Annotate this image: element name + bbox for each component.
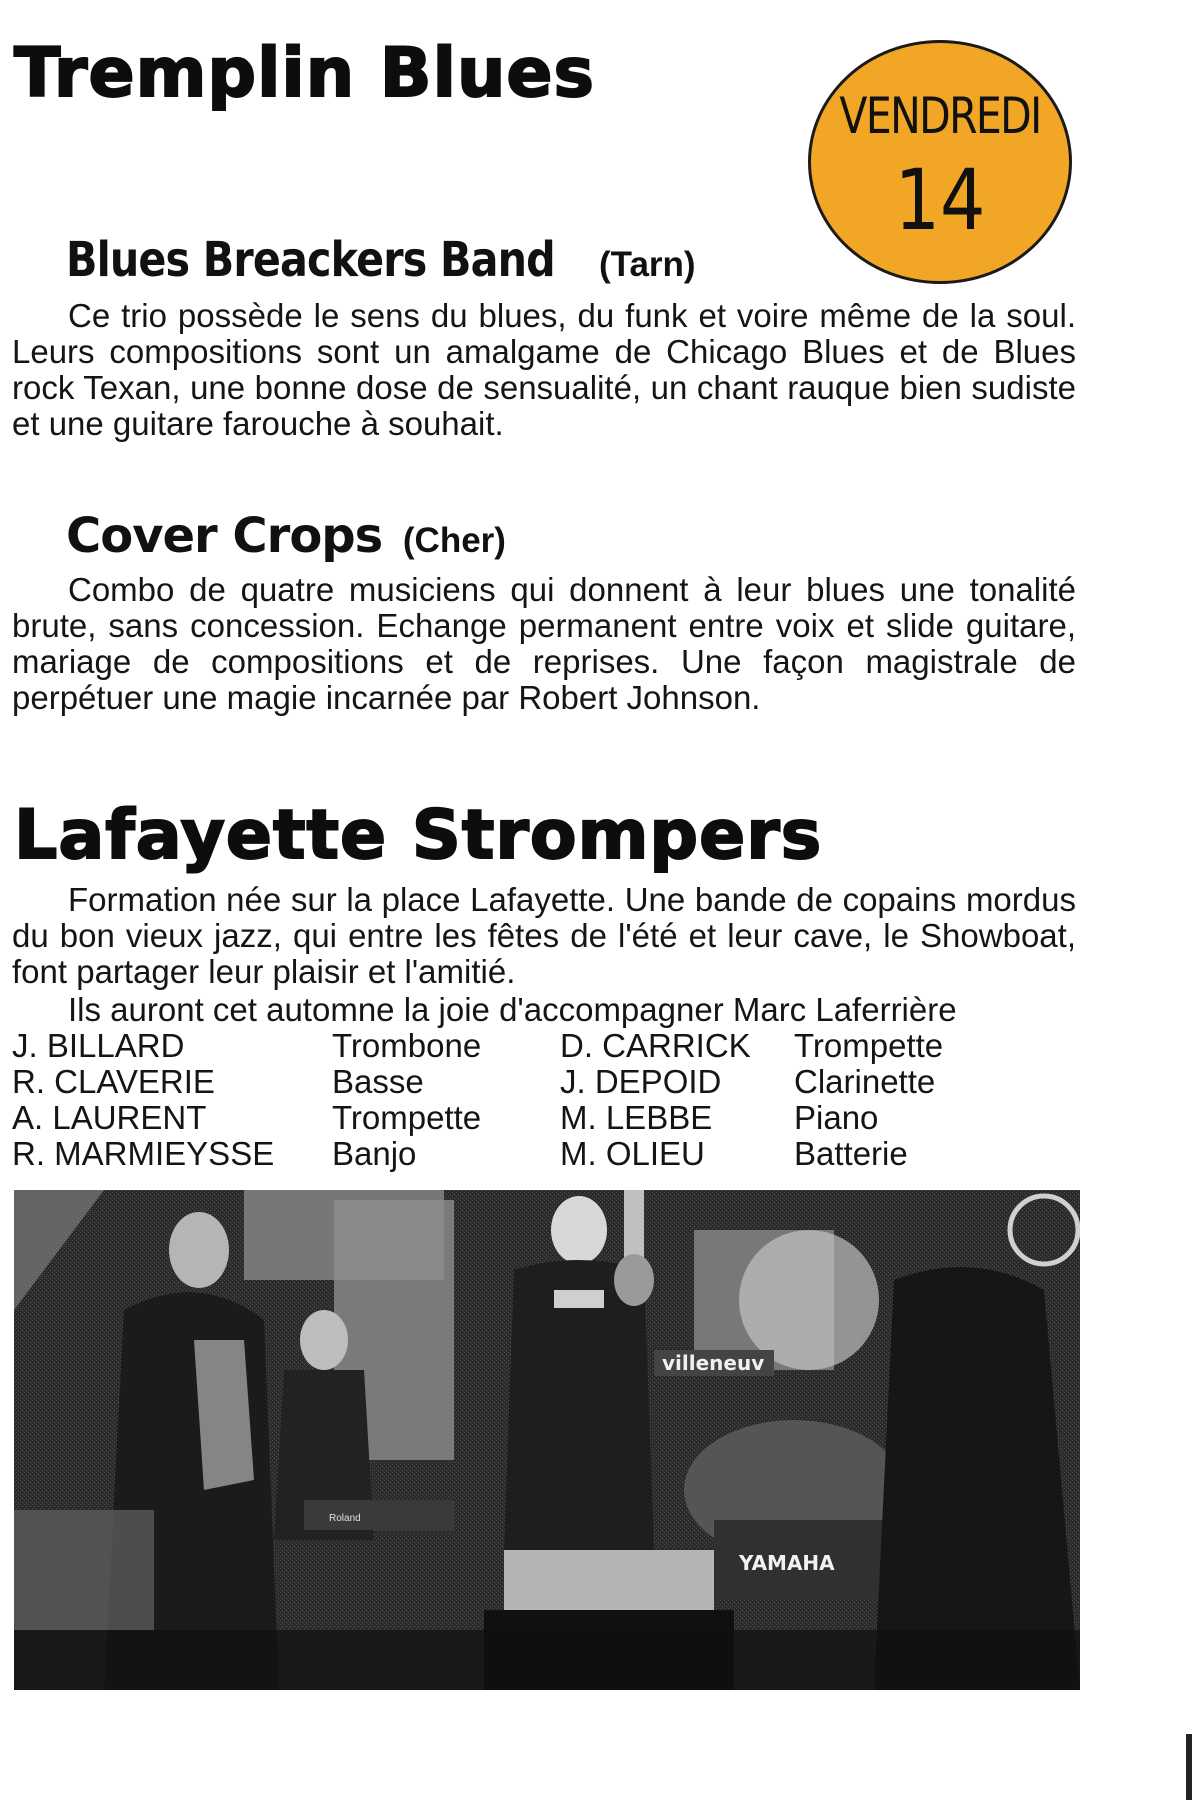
member-instrument: Clarinette: [794, 1063, 936, 1100]
band-origin: (Tarn): [599, 245, 696, 284]
band-heading-blues-breackers: [66, 232, 696, 288]
banner-text: villeneuv: [662, 1351, 765, 1375]
member-row: [12, 1136, 1082, 1172]
member-name: A. LAURENT: [12, 1099, 207, 1136]
members-list: [12, 1028, 1082, 1178]
date-badge: [808, 40, 1072, 284]
band-name: Blues Breackers Band: [66, 232, 555, 288]
member-name: D. CARRICK: [560, 1027, 751, 1064]
badge-day: VENDREDI: [839, 87, 1041, 145]
band-origin: (Cher): [402, 521, 506, 560]
member-instrument: Banjo: [332, 1135, 417, 1172]
page-title: Tremplin Blues: [14, 34, 595, 113]
drum-brand: YAMAHA: [739, 1551, 835, 1575]
band-name: Cover Crops: [66, 508, 383, 564]
member-instrument: Batterie: [794, 1135, 908, 1172]
member-name: M. OLIEU: [560, 1135, 705, 1172]
member-instrument: Trombone: [332, 1027, 482, 1064]
band-heading-cover-crops: [66, 508, 506, 564]
member-row: [12, 1064, 1082, 1100]
page-edge-mark: [1186, 1734, 1192, 1800]
member-instrument: Trompette: [794, 1027, 944, 1064]
badge-number: 14: [894, 151, 986, 249]
member-name: R. MARMIEYSSE: [12, 1135, 275, 1172]
lafayette-note: Ils auront cet automne la joie d'accompagner Marc Laferrière: [68, 991, 957, 1028]
member-row: [12, 1100, 1082, 1136]
member-instrument: Piano: [794, 1099, 879, 1136]
band-photo: [14, 1190, 1080, 1690]
member-name: J. BILLARD: [12, 1027, 185, 1064]
member-name: J. DEPOID: [560, 1063, 722, 1100]
member-row: [12, 1028, 1082, 1064]
member-instrument: Basse: [332, 1063, 424, 1100]
member-instrument: Trompette: [332, 1099, 482, 1136]
lafayette-description: Formation née sur la place Lafayette. Une bande de copains mordus du bon vieux jazz, qui entre les fêtes de l'été et leur cave, le Showboat, font partager leur plaisir et l'amitié.: [12, 881, 1076, 990]
member-name: M. LEBBE: [560, 1099, 713, 1136]
member-name: R. CLAVERIE: [12, 1063, 215, 1100]
section-title-lafayette: Lafayette Strompers: [14, 796, 823, 875]
keyboard-brand: Roland: [329, 1513, 361, 1524]
band-description-cover-crops: Combo de quatre musiciens qui donnent à leur blues une tonalité brute, sans concession. Echange permanent entre voix et slide guitare, mariage de compositions et de reprises. Une façon magistrale de perpétuer une magie incarnée par Robert Johnson.: [12, 571, 1076, 716]
band-description-blues-breackers: Ce trio possède le sens du blues, du funk et voire même de la soul. Leurs compositions sont un amalgame de Chicago Blues et de Blues rock Texan, une bonne dose de sensualité, un chant rauque bien sudiste et une guitare farouche à souhait.: [12, 297, 1076, 442]
